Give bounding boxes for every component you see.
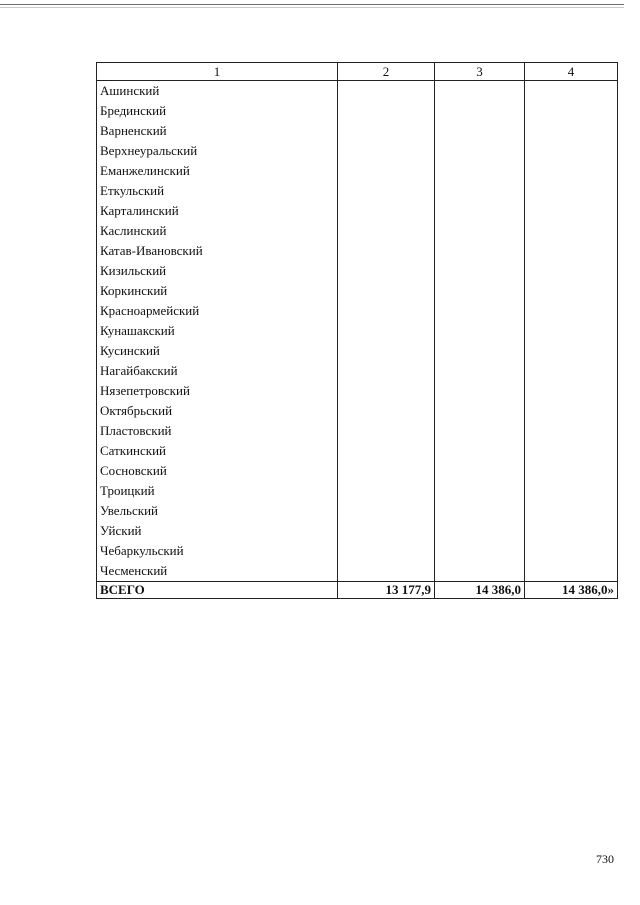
district-name-cell: Сосновский	[97, 461, 338, 481]
value-cell-col4	[525, 421, 618, 441]
value-cell-col4	[525, 401, 618, 421]
total-value-col2: 13 177,9	[338, 582, 435, 599]
table-row	[97, 521, 618, 541]
value-cell-col4	[525, 241, 618, 261]
value-cell-col2	[338, 541, 435, 561]
table-row	[97, 81, 618, 102]
table-row	[97, 401, 618, 421]
value-cell-col2	[338, 321, 435, 341]
value-cell-col3	[435, 201, 525, 221]
value-cell-col4	[525, 221, 618, 241]
value-cell-col3	[435, 341, 525, 361]
top-border-rule	[0, 4, 624, 5]
value-cell-col2	[338, 501, 435, 521]
district-name-cell: Коркинский	[97, 281, 338, 301]
district-name-cell: Варненский	[97, 121, 338, 141]
district-name-cell: Верхнеуральский	[97, 141, 338, 161]
value-cell-col3	[435, 361, 525, 381]
table-row	[97, 161, 618, 181]
value-cell-col2	[338, 461, 435, 481]
value-cell-col4	[525, 181, 618, 201]
value-cell-col4	[525, 561, 618, 582]
total-row	[97, 582, 618, 599]
table-header-row	[97, 63, 618, 81]
value-cell-col2	[338, 161, 435, 181]
value-cell-col4	[525, 441, 618, 461]
value-cell-col3	[435, 121, 525, 141]
total-label: ВСЕГО	[97, 582, 338, 599]
value-cell-col4	[525, 81, 618, 102]
value-cell-col2	[338, 401, 435, 421]
table-row	[97, 421, 618, 441]
value-cell-col3	[435, 161, 525, 181]
table-row	[97, 541, 618, 561]
value-cell-col2	[338, 561, 435, 582]
table-row	[97, 301, 618, 321]
value-cell-col2	[338, 441, 435, 461]
value-cell-col2	[338, 181, 435, 201]
value-cell-col3	[435, 101, 525, 121]
value-cell-col4	[525, 321, 618, 341]
value-cell-col3	[435, 481, 525, 501]
district-name-cell: Каслинский	[97, 221, 338, 241]
value-cell-col4	[525, 121, 618, 141]
value-cell-col4	[525, 101, 618, 121]
district-name-cell: Карталинский	[97, 201, 338, 221]
table-row	[97, 101, 618, 121]
value-cell-col4	[525, 341, 618, 361]
table-row	[97, 201, 618, 221]
district-name-cell: Пластовский	[97, 421, 338, 441]
district-name-cell: Ашинский	[97, 81, 338, 102]
value-cell-col2	[338, 221, 435, 241]
value-cell-col4	[525, 141, 618, 161]
value-cell-col3	[435, 521, 525, 541]
value-cell-col2	[338, 341, 435, 361]
table-row	[97, 321, 618, 341]
value-cell-col2	[338, 521, 435, 541]
district-name-cell: Октябрьский	[97, 401, 338, 421]
value-cell-col2	[338, 481, 435, 501]
value-cell-col2	[338, 361, 435, 381]
value-cell-col4	[525, 161, 618, 181]
value-cell-col3	[435, 421, 525, 441]
table-row	[97, 181, 618, 201]
district-name-cell: Увельский	[97, 501, 338, 521]
value-cell-col4	[525, 541, 618, 561]
table-row	[97, 481, 618, 501]
column-header-4: 4	[525, 63, 618, 81]
value-cell-col3	[435, 181, 525, 201]
value-cell-col4	[525, 461, 618, 481]
value-cell-col2	[338, 121, 435, 141]
district-name-cell: Брединский	[97, 101, 338, 121]
value-cell-col3	[435, 141, 525, 161]
value-cell-col4	[525, 501, 618, 521]
top-border-rule-shadow	[0, 7, 624, 8]
district-name-cell: Кусинский	[97, 341, 338, 361]
table-row	[97, 221, 618, 241]
district-name-cell: Нагайбакский	[97, 361, 338, 381]
value-cell-col3	[435, 441, 525, 461]
table-row	[97, 441, 618, 461]
district-name-cell: Троицкий	[97, 481, 338, 501]
table-row	[97, 141, 618, 161]
district-name-cell: Саткинский	[97, 441, 338, 461]
value-cell-col3	[435, 321, 525, 341]
value-cell-col4	[525, 301, 618, 321]
value-cell-col4	[525, 521, 618, 541]
district-name-cell: Нязепетровский	[97, 381, 338, 401]
table-row	[97, 261, 618, 281]
district-name-cell: Чесменский	[97, 561, 338, 582]
value-cell-col4	[525, 381, 618, 401]
value-cell-col3	[435, 541, 525, 561]
value-cell-col2	[338, 101, 435, 121]
value-cell-col4	[525, 261, 618, 281]
district-name-cell: Катав-Ивановский	[97, 241, 338, 261]
value-cell-col2	[338, 261, 435, 281]
page-number: 730	[596, 852, 614, 866]
column-header-2: 2	[338, 63, 435, 81]
value-cell-col2	[338, 381, 435, 401]
column-header-3: 3	[435, 63, 525, 81]
district-name-cell: Уйский	[97, 521, 338, 541]
value-cell-col3	[435, 81, 525, 102]
table-row	[97, 361, 618, 381]
budget-table	[96, 62, 618, 599]
value-cell-col2	[338, 141, 435, 161]
table-row	[97, 461, 618, 481]
table-row	[97, 121, 618, 141]
value-cell-col3	[435, 261, 525, 281]
district-name-cell: Кизильский	[97, 261, 338, 281]
value-cell-col2	[338, 201, 435, 221]
value-cell-col4	[525, 361, 618, 381]
value-cell-col2	[338, 81, 435, 102]
table-row	[97, 561, 618, 582]
value-cell-col2	[338, 301, 435, 321]
table-body	[97, 81, 618, 599]
value-cell-col4	[525, 481, 618, 501]
value-cell-col4	[525, 281, 618, 301]
value-cell-col3	[435, 221, 525, 241]
value-cell-col3	[435, 461, 525, 481]
district-name-cell: Еткульский	[97, 181, 338, 201]
district-name-cell: Кунашакский	[97, 321, 338, 341]
total-value-col4: 14 386,0»	[525, 582, 618, 599]
district-name-cell: Красноармейский	[97, 301, 338, 321]
table-row	[97, 341, 618, 361]
value-cell-col3	[435, 561, 525, 582]
value-cell-col3	[435, 381, 525, 401]
column-header-1: 1	[97, 63, 338, 81]
value-cell-col2	[338, 241, 435, 261]
value-cell-col3	[435, 281, 525, 301]
value-cell-col2	[338, 421, 435, 441]
value-cell-col3	[435, 301, 525, 321]
value-cell-col4	[525, 201, 618, 221]
table-row	[97, 241, 618, 261]
value-cell-col3	[435, 401, 525, 421]
value-cell-col3	[435, 501, 525, 521]
table-row	[97, 281, 618, 301]
total-value-col3: 14 386,0	[435, 582, 525, 599]
district-name-cell: Чебаркульский	[97, 541, 338, 561]
district-name-cell: Еманжелинский	[97, 161, 338, 181]
table-row	[97, 381, 618, 401]
table-row	[97, 501, 618, 521]
value-cell-col3	[435, 241, 525, 261]
value-cell-col2	[338, 281, 435, 301]
